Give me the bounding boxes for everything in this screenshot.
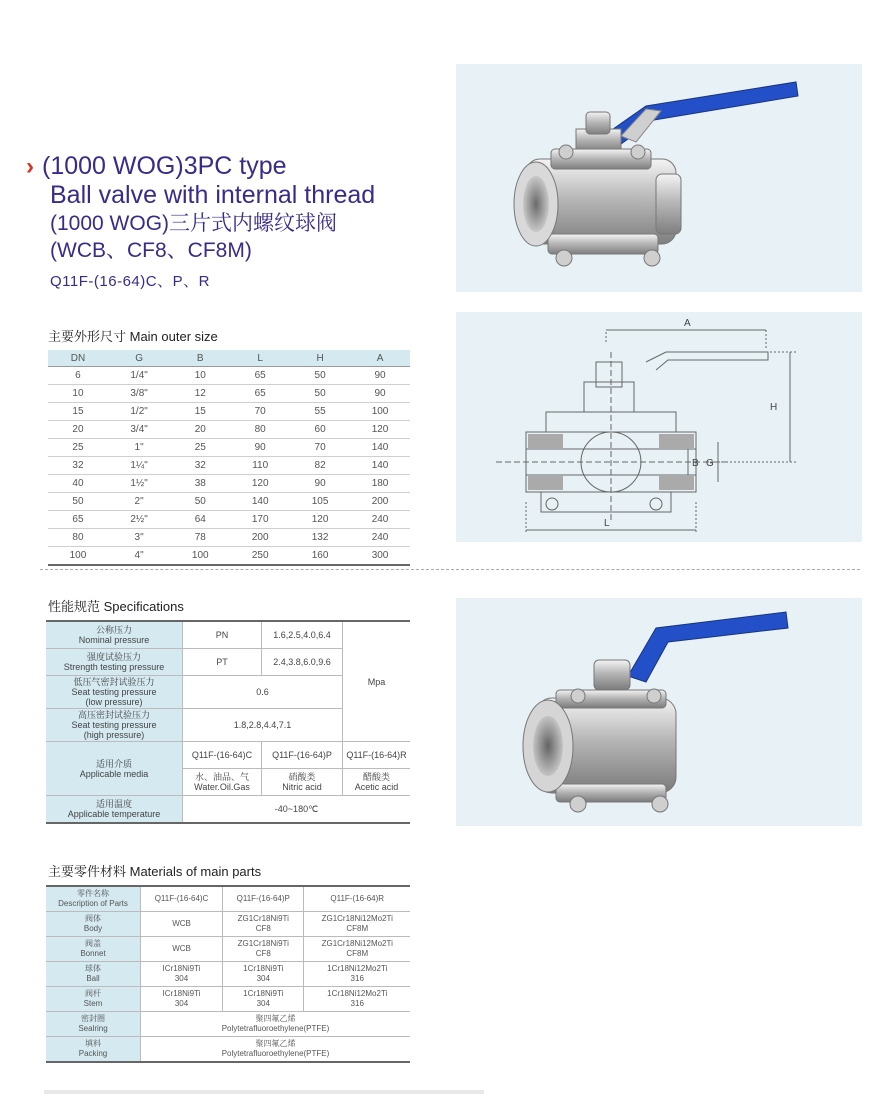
media-c-cn: 水、油品、气 <box>194 772 249 782</box>
sealring-cn: 聚四氟乙烯 <box>255 1014 296 1023</box>
packing-value <box>141 1037 411 1063</box>
valve-illustration-2 <box>456 598 862 826</box>
table-cell: 140 <box>230 493 290 511</box>
dimensions-body <box>48 367 410 566</box>
stem-c1: ICr18Ni9Ti <box>162 989 201 998</box>
ball-c <box>141 962 223 987</box>
table-cell: 90 <box>290 475 350 493</box>
label-en: Packing <box>78 1049 108 1058</box>
ball-p <box>223 962 304 987</box>
stem-r <box>304 987 410 1012</box>
table-cell: 55 <box>290 403 350 421</box>
table-cell: 170 <box>230 511 290 529</box>
label-cn: 高压密封试验压力 <box>77 710 150 720</box>
table-cell: 25 <box>48 439 108 457</box>
dim-label-b: B <box>692 458 699 469</box>
ball-c1: ICr18Ni9Ti <box>162 964 201 973</box>
header-l: L <box>230 350 290 367</box>
body-r1: ZG1Cr18Ni12Mo2Ti <box>321 914 393 923</box>
table-cell: 1/4" <box>108 367 170 385</box>
table-cell: 120 <box>230 475 290 493</box>
media-model-p: Q11F-(16-64)P <box>262 742 343 769</box>
table-row <box>48 547 410 566</box>
specifications-table <box>46 620 410 824</box>
table-cell: 132 <box>290 529 350 547</box>
label-en: Bonnet <box>80 949 106 958</box>
body-p <box>223 912 304 937</box>
table-cell: 20 <box>170 421 230 439</box>
stem-p <box>223 987 304 1012</box>
table-row <box>48 439 410 457</box>
high-pressure-label <box>46 709 183 742</box>
dim-label-l: L <box>604 518 610 529</box>
table-row <box>48 421 410 439</box>
table-cell: 100 <box>350 403 410 421</box>
table-cell: 90 <box>230 439 290 457</box>
label-en: Description of Parts <box>58 899 128 908</box>
table-row <box>48 511 410 529</box>
table-cell: 70 <box>230 403 290 421</box>
table-cell: 1" <box>108 439 170 457</box>
stem-r2: 316 <box>350 999 364 1008</box>
table-cell: 1/2" <box>108 403 170 421</box>
table-cell: 12 <box>170 385 230 403</box>
section-divider <box>40 569 860 570</box>
table-cell: 105 <box>290 493 350 511</box>
table-cell: 200 <box>350 493 410 511</box>
label-en: Ball <box>86 974 100 983</box>
label-en2: (low pressure) <box>85 697 143 707</box>
body-c: WCB <box>141 912 223 937</box>
label-cn: 阀盖 <box>85 939 101 948</box>
media-model-c: Q11F-(16-64)C <box>183 742 262 769</box>
high-pressure-values: 1.8,2.8,4.4,7.1 <box>183 709 343 742</box>
stem-c <box>141 987 223 1012</box>
table-row <box>46 937 410 962</box>
table-row <box>46 1012 410 1037</box>
table-cell: 200 <box>230 529 290 547</box>
table-cell: 140 <box>350 439 410 457</box>
packing-en: Polytetrafluoroethylene(PTFE) <box>221 1049 330 1058</box>
table-cell: 15 <box>170 403 230 421</box>
table-cell: 80 <box>48 529 108 547</box>
stem-r1: 1Cr18Ni12Mo2Ti <box>327 989 388 998</box>
table-row <box>46 912 410 937</box>
label-cn: 零件名称 <box>77 889 109 898</box>
table-cell: 90 <box>350 385 410 403</box>
media-r-en: Acetic acid <box>354 782 399 792</box>
label-cn: 适用介质 <box>95 758 132 769</box>
table-cell: 70 <box>290 439 350 457</box>
table-cell: 20 <box>48 421 108 439</box>
label-en: Body <box>83 924 103 933</box>
valve-dimension-drawing <box>456 312 862 542</box>
materials-title: 主要零件材料 Materials of main parts <box>48 864 262 879</box>
body-r <box>304 912 410 937</box>
bonnet-c: WCB <box>141 937 223 962</box>
chevron-icon: › <box>26 153 34 180</box>
table-cell: 3/4" <box>108 421 170 439</box>
low-pressure-label <box>46 676 183 709</box>
strength-values: 2.4,3.8,6.0,9.6 <box>262 649 343 676</box>
packing-label <box>46 1037 141 1063</box>
media-p-en: Nitric acid <box>282 782 322 792</box>
specifications-title: 性能规范 Specifications <box>48 599 184 614</box>
temperature-label <box>46 796 183 824</box>
sealring-value <box>141 1012 411 1037</box>
valve-photo-top <box>456 64 862 292</box>
pressure-unit: Mpa <box>343 621 411 742</box>
product-title-block <box>26 152 446 291</box>
table-cell: 180 <box>350 475 410 493</box>
label-cn: 公称压力 <box>95 625 132 635</box>
table-cell: 10 <box>170 367 230 385</box>
nominal-code: PN <box>183 621 262 649</box>
media-r <box>343 769 411 796</box>
table-row <box>48 367 410 385</box>
table-cell: 50 <box>170 493 230 511</box>
table-cell: 4" <box>108 547 170 566</box>
label-cn: 填料 <box>85 1039 101 1048</box>
label-en: Nominal pressure <box>78 635 150 645</box>
materials-table <box>46 885 410 1063</box>
table-cell: 82 <box>290 457 350 475</box>
table-row <box>48 385 410 403</box>
table-cell: 100 <box>170 547 230 566</box>
body-p1: ZG1Cr18Ni9Ti <box>237 914 289 923</box>
table-cell: 240 <box>350 511 410 529</box>
ball-r2: 316 <box>350 974 364 983</box>
header-h: H <box>290 350 350 367</box>
ball-p2: 304 <box>256 974 270 983</box>
table-row <box>48 529 410 547</box>
dimensions-title: 主要外形尺寸 Main outer size <box>48 329 218 344</box>
header-dn: DN <box>48 350 108 367</box>
bonnet-p <box>223 937 304 962</box>
table-cell: 100 <box>48 547 108 566</box>
table-cell: 1¼" <box>108 457 170 475</box>
media-c-en: Water.Oil.Gas <box>194 782 250 792</box>
temperature-value: -40~180℃ <box>183 796 411 824</box>
label-cn: 低压气密封试验压力 <box>73 677 155 687</box>
label-en: Applicable temperature <box>67 809 161 819</box>
table-cell: 160 <box>290 547 350 566</box>
label-en: Sealring <box>78 1024 108 1033</box>
ball-c2: 304 <box>174 974 189 983</box>
stem-c2: 304 <box>174 999 189 1008</box>
label-cn: 适用温度 <box>95 799 132 809</box>
title-line-3: (1000 WOG)三片式内螺纹球阀 <box>50 212 338 235</box>
label-en: Applicable media <box>79 768 149 779</box>
packing-cn: 聚四氟乙烯 <box>255 1039 296 1048</box>
table-cell: 60 <box>290 421 350 439</box>
ball-label <box>46 962 141 987</box>
header-a: A <box>350 350 410 367</box>
stem-p2: 304 <box>256 999 270 1008</box>
sealring-label <box>46 1012 141 1037</box>
table-cell: 6 <box>48 367 108 385</box>
dim-label-a: A <box>684 318 691 329</box>
media-r-cn: 醋酸类 <box>362 772 390 782</box>
table-cell: 32 <box>170 457 230 475</box>
table-row <box>46 962 410 987</box>
table-cell: 80 <box>230 421 290 439</box>
table-cell: 110 <box>230 457 290 475</box>
table-cell: 64 <box>170 511 230 529</box>
dim-label-g: G <box>706 458 714 469</box>
bonnet-r2: CF8M <box>346 949 369 958</box>
sealring-en: Polytetrafluoroethylene(PTFE) <box>221 1024 330 1033</box>
table-cell: 2" <box>108 493 170 511</box>
dimensions-header-row <box>48 350 410 367</box>
col-p-header: Q11F-(16-64)P <box>223 886 304 912</box>
valve-drawing <box>456 312 862 542</box>
table-cell: 120 <box>350 421 410 439</box>
table-cell: 1½" <box>108 475 170 493</box>
desc-header <box>46 886 141 912</box>
label-cn: 球体 <box>85 964 101 973</box>
table-cell: 240 <box>350 529 410 547</box>
valve-photo-side <box>456 598 862 826</box>
title-text-1: (1000 WOG)3PC type <box>42 152 287 180</box>
label-cn: 阀杆 <box>85 989 101 998</box>
table-cell: 2½" <box>108 511 170 529</box>
col-c-header: Q11F-(16-64)C <box>141 886 223 912</box>
dimensions-table <box>48 350 410 566</box>
ball-r <box>304 962 410 987</box>
table-cell: 250 <box>230 547 290 566</box>
label-en2: (high pressure) <box>83 730 145 740</box>
table-cell: 78 <box>170 529 230 547</box>
table-cell: 50 <box>290 385 350 403</box>
table-cell: 32 <box>48 457 108 475</box>
table-row <box>46 886 410 912</box>
bonnet-p2: CF8 <box>255 949 271 958</box>
table-cell: 25 <box>170 439 230 457</box>
strength-pressure-label <box>46 649 183 676</box>
strength-code: PT <box>183 649 262 676</box>
label-en: Seat testing pressure <box>71 720 157 730</box>
low-pressure-value: 0.6 <box>183 676 343 709</box>
table-row <box>48 475 410 493</box>
title-line-1 <box>26 152 446 181</box>
table-row <box>46 987 410 1012</box>
dim-label-h: H <box>770 402 778 413</box>
table-cell: 15 <box>48 403 108 421</box>
table-cell: 3" <box>108 529 170 547</box>
header-g: G <box>108 350 170 367</box>
table-row <box>48 457 410 475</box>
bonnet-r <box>304 937 410 962</box>
label-en: Seat testing pressure <box>71 687 157 697</box>
bottom-strip <box>44 1090 484 1094</box>
table-cell: 10 <box>48 385 108 403</box>
body-p2: CF8 <box>255 924 271 933</box>
valve-illustration-1 <box>456 64 862 292</box>
table-cell: 300 <box>350 547 410 566</box>
table-cell: 3/8" <box>108 385 170 403</box>
label-cn: 强度试验压力 <box>86 652 141 662</box>
table-cell: 65 <box>48 511 108 529</box>
table-cell: 140 <box>350 457 410 475</box>
label-cn: 密封圈 <box>81 1014 105 1023</box>
col-r-header: Q11F-(16-64)R <box>304 886 410 912</box>
table-cell: 65 <box>230 367 290 385</box>
body-r2: CF8M <box>346 924 369 933</box>
nominal-pressure-label <box>46 621 183 649</box>
table-cell: 120 <box>290 511 350 529</box>
title-line-2: Ball valve with internal thread <box>50 181 376 209</box>
table-row <box>46 1037 410 1063</box>
title-line-4: (WCB、CF8、CF8M) <box>50 239 252 262</box>
label-cn: 阀体 <box>85 914 101 923</box>
table-cell: 40 <box>48 475 108 493</box>
model-line: Q11F-(16-64)C、P、R <box>50 273 210 290</box>
ball-p1: 1Cr18Ni9Ti <box>243 964 284 973</box>
label-en: Strength testing pressure <box>63 662 165 672</box>
nominal-values: 1.6,2.5,4.0,6.4 <box>262 621 343 649</box>
table-row <box>48 493 410 511</box>
table-cell: 65 <box>230 385 290 403</box>
table-cell: 38 <box>170 475 230 493</box>
table-row <box>48 403 410 421</box>
table-row <box>46 796 410 824</box>
media-label <box>46 742 183 796</box>
bonnet-label <box>46 937 141 962</box>
table-row <box>46 621 410 649</box>
media-p-cn: 硝酸类 <box>288 772 316 782</box>
media-p <box>262 769 343 796</box>
bonnet-p1: ZG1Cr18Ni9Ti <box>237 939 289 948</box>
stem-p1: 1Cr18Ni9Ti <box>243 989 284 998</box>
table-cell: 50 <box>290 367 350 385</box>
stem-label <box>46 987 141 1012</box>
body-label <box>46 912 141 937</box>
ball-r1: 1Cr18Ni12Mo2Ti <box>327 964 388 973</box>
header-b: B <box>170 350 230 367</box>
table-cell: 50 <box>48 493 108 511</box>
table-cell: 90 <box>350 367 410 385</box>
media-model-r: Q11F-(16-64)R <box>343 742 411 769</box>
media-c <box>183 769 262 796</box>
table-row <box>46 742 410 769</box>
bonnet-r1: ZG1Cr18Ni12Mo2Ti <box>321 939 393 948</box>
label-en: Stem <box>83 999 103 1008</box>
